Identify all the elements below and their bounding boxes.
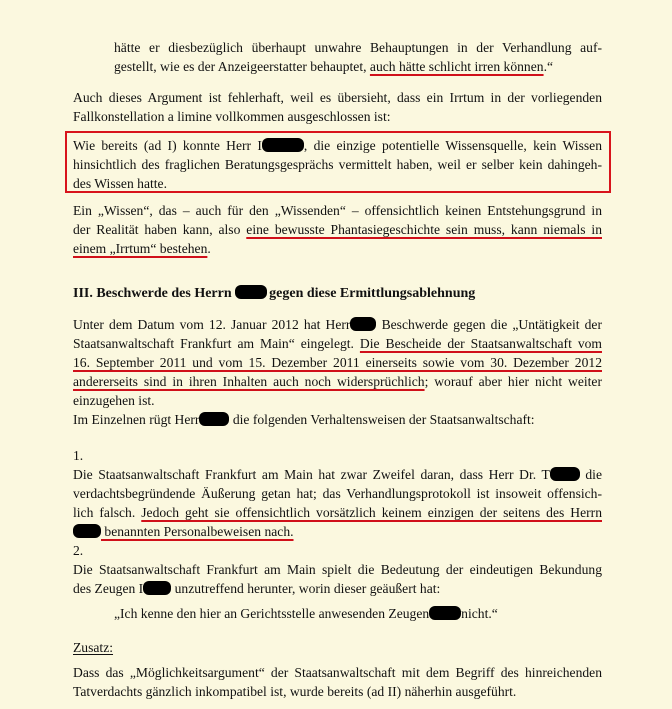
text-line: Fallkonstellation a limine vollkommen ausgeschlossen ist: xyxy=(73,109,391,124)
text-span: Im Einzelnen rügt Herr xyxy=(73,412,200,427)
text-span: .“ xyxy=(543,59,553,74)
text-line xyxy=(73,410,602,429)
text-line xyxy=(73,239,602,258)
item-two xyxy=(73,541,602,598)
text-span: Beschwerde gegen die „Untätigkeit der xyxy=(376,317,602,332)
section-heading xyxy=(73,284,475,303)
text-line: Ein „Wissen“, das – auch für den „Wissenden“ – offensichtlich keinen Entstehungsgrund in xyxy=(73,203,602,218)
redaction-bar xyxy=(429,606,461,620)
text-span: Wie bereits (ad I) konnte Herr I xyxy=(73,138,262,153)
text-span: Unter dem Datum vom 12. Januar 2012 hat Herr xyxy=(73,317,351,332)
highlighted-phrase: Die Bescheide der Staatsanwaltschaft vom xyxy=(359,336,602,351)
text-span: lich falsch. xyxy=(73,505,142,520)
heading-text: gegen diese Ermittlungsablehnung xyxy=(269,286,476,301)
text-span: ; worauf aber hier nicht weiter xyxy=(424,374,602,389)
text-span: des Zeugen I xyxy=(73,581,144,596)
text-span: „Ich kenne den hier an Gerichtsstelle anwesenden Zeugen xyxy=(114,606,430,621)
text-span: der Realität haben kann, also xyxy=(73,222,247,237)
quoted-paragraph xyxy=(114,38,602,76)
text-line xyxy=(73,638,602,657)
witness-quote xyxy=(114,604,602,623)
text-line: Die Staatsanwaltschaft Frankfurt am Main spielt die Bedeutung der eindeutigen Bekundung xyxy=(73,562,602,577)
redaction-bar xyxy=(143,581,171,595)
details-intro xyxy=(73,410,602,429)
text-line xyxy=(73,372,602,391)
redaction-bar xyxy=(262,138,304,152)
text-line xyxy=(73,465,602,484)
text-line xyxy=(114,604,602,623)
text-line: Auch dieses Argument ist fehlerhaft, weil es übersieht, dass ein Irrtum in der vorliegenden xyxy=(73,90,602,105)
wissen-paragraph xyxy=(73,201,602,258)
item-number: 1. xyxy=(73,448,84,463)
text-span: gestellt, wie es der Anzeigeerstatter behauptet, xyxy=(114,59,370,74)
highlighted-phrase: 16. September 2011 und vom 15. Dezember 2011 einerseits sowie vom 30. Dezember 2012 xyxy=(73,355,602,370)
highlighted-phrase: einem „Irrtum“ bestehen xyxy=(73,241,208,256)
text-span: Staatsanwaltschaft Frankfurt am Main“ eingelegt. xyxy=(73,336,360,351)
text-span: nicht.“ xyxy=(461,606,498,621)
text-line: hätte er diesbezüglich überhaupt unwahre Behauptungen in der Verhandlung auf- xyxy=(114,40,602,55)
text-span: Die Staatsanwaltschaft Frankfurt am Main hat zwar Zweifel daran, dass Herr Dr. T xyxy=(73,467,550,482)
text-line xyxy=(73,136,602,155)
highlighted-phrase: auch hätte schlicht irren können xyxy=(369,59,544,74)
text-span: die folgenden Verhaltensweisen der Staatsanwaltschaft: xyxy=(229,412,535,427)
redaction-bar xyxy=(235,285,267,299)
redaction-bar xyxy=(550,467,580,481)
text-span: unzutreffend herunter, worin dieser geäußert hat: xyxy=(171,581,441,596)
text-span: die xyxy=(579,467,602,482)
redaction-bar xyxy=(350,317,376,331)
highlighted-phrase: benannten Personalbeweisen nach. xyxy=(101,524,294,539)
addendum-label: Zusatz: xyxy=(73,640,114,655)
text-line xyxy=(73,579,602,598)
text-span: . xyxy=(207,241,211,256)
heading-text: III. Beschwerde des Herrn xyxy=(73,286,236,301)
redaction-bar xyxy=(199,412,229,426)
item-number: 2. xyxy=(73,543,84,558)
text-line: Dass das „Möglichkeitsargument“ der Staatsanwaltschaft mit dem Begriff des hinreichenden xyxy=(73,665,602,680)
text-line xyxy=(73,503,602,522)
text-line: verdachtsbegründende Äußerung getan hat; das Verhandlungsprotokoll ist insoweit offensich- xyxy=(73,486,602,501)
text-line xyxy=(114,57,602,76)
redaction-bar xyxy=(73,524,101,538)
text-line xyxy=(73,334,602,353)
text-line xyxy=(73,522,602,541)
item-one xyxy=(73,446,602,541)
text-line: des Wissen hatte. xyxy=(73,176,167,191)
highlighted-phrase: eine bewusste Phantasiegeschichte sein muss, kann niemals in xyxy=(246,222,602,237)
boxed-paragraph xyxy=(73,136,602,193)
argument-paragraph xyxy=(73,88,602,126)
highlighted-phrase: Jedoch geht sie offensichtlich vorsätzlich keinem einzigen der seitens des Herrn xyxy=(141,505,602,520)
complaint-paragraph xyxy=(73,315,602,410)
text-span: , die einzige potentielle Wissensquelle, kein Wissen xyxy=(303,138,602,153)
text-line xyxy=(73,315,602,334)
text-line: hinsichtlich des fraglichen Beratungsgesprächs vermittelt haben, weil er selber kein dahingeh- xyxy=(73,157,602,172)
text-line xyxy=(73,220,602,239)
text-line: einzugehen ist. xyxy=(73,393,155,408)
text-line: Tatverdachts gänzlich inkompatibel ist, wurde bereits (ad II) näherhin ausgeführt. xyxy=(73,684,517,699)
addendum xyxy=(73,638,602,701)
highlighted-phrase: andererseits sind in ihren Inhalten auch noch widersprüchlich xyxy=(73,374,425,389)
